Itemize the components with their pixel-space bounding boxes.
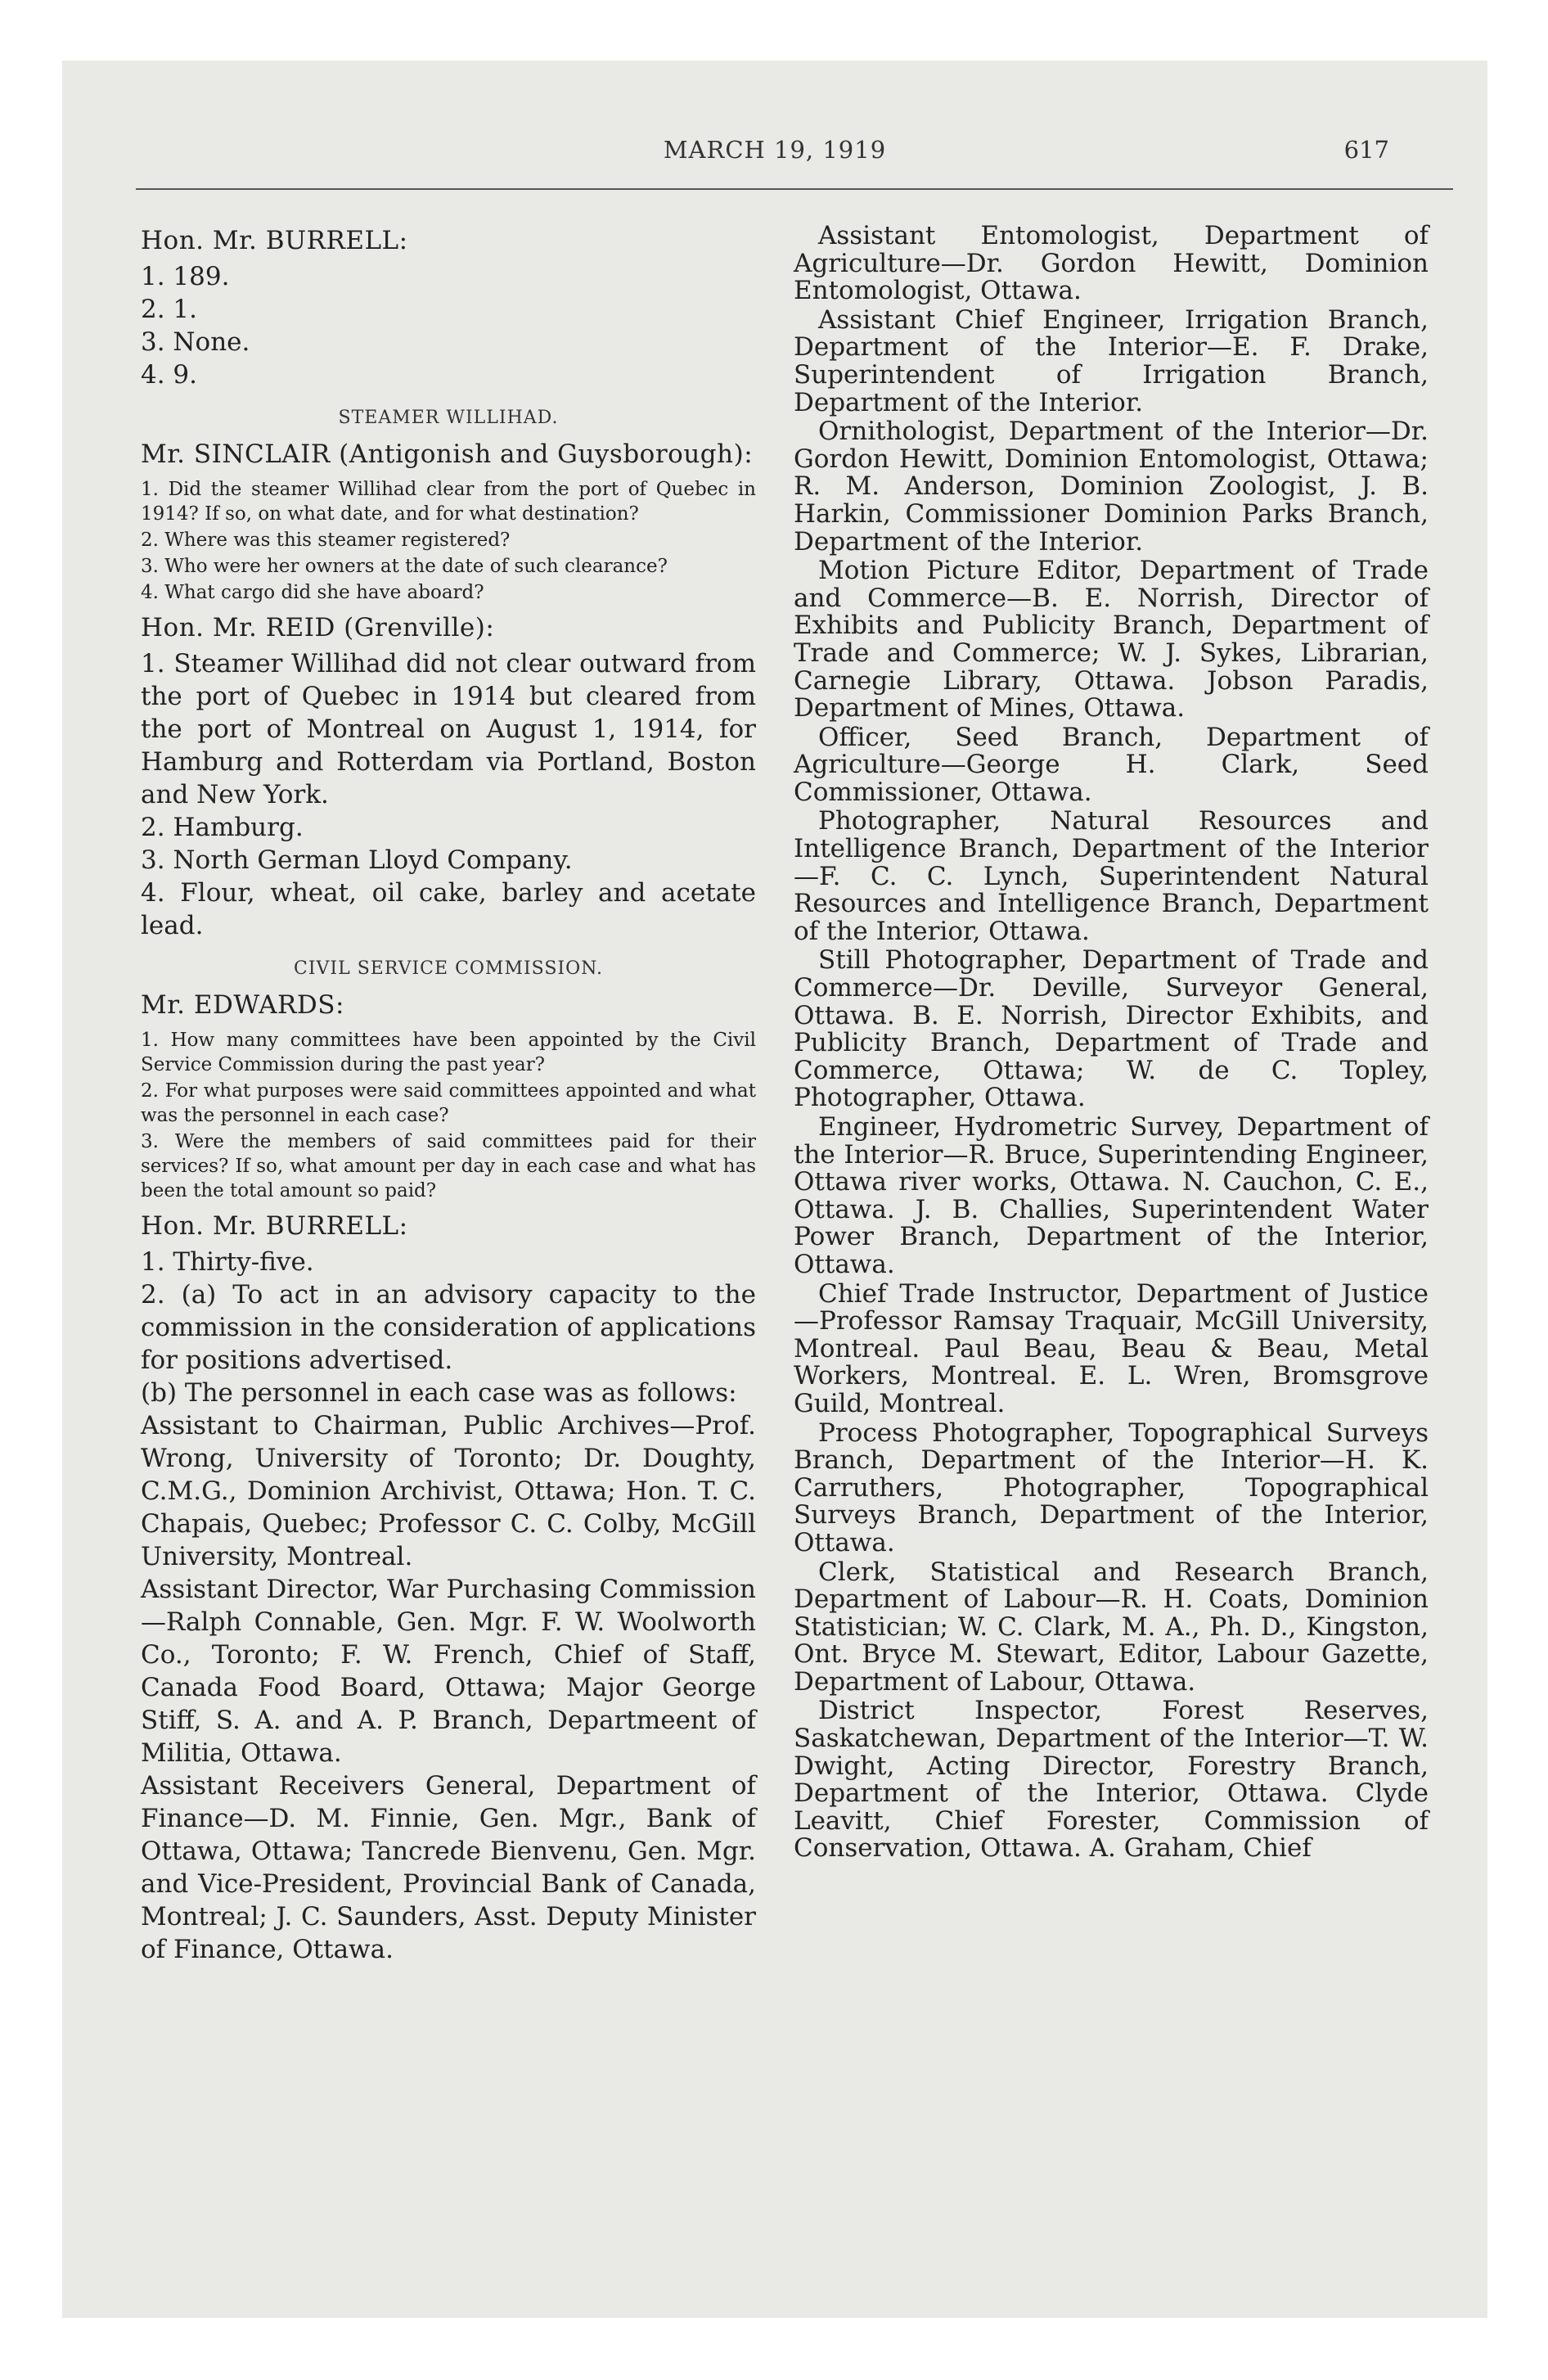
answer-item: 2. 1. (141, 295, 198, 324)
right-column (794, 223, 1429, 1864)
appointment-paragraph: Motion Picture Editor, Department of Trade and Commerce—B. E. Norrish, Director of Exhibits and Publicity Branch, Department of Trade and Commerce; W. J. Sykes, Librarian, Carnegie Library, Ottawa. Jobson Paradis, Department of Mines, Ottawa. (794, 556, 1429, 723)
appointment-paragraph: Officer, Seed Branch, Department of Agriculture—George H. Clark, Seed Commissioner, Ottawa. (794, 722, 1429, 807)
appointment-paragraph: Chief Trade Instructor, Department of Justice—Professor Ramsay Traquair, McGill University, Montreal. Paul Beau, Beau & Beau, Metal Workers, Montreal. E. L. Wren, Bromsgrove Guild, Montreal. (794, 1278, 1429, 1418)
section-heading-willihad: STEAMER WILLIHAD. (338, 408, 559, 428)
page-date: MARCH 19, 1919 (663, 136, 887, 164)
hansard-page (62, 61, 1487, 2318)
speaker-burrell-2: Hon. Mr. BURRELL: (141, 1211, 408, 1241)
section-heading-civil-service: CIVIL SERVICE COMMISSION. (293, 958, 603, 979)
page-number: 617 (1343, 136, 1389, 164)
speaker-burrell-1: Hon. Mr. BURRELL: (141, 226, 408, 255)
speaker-reid: Hon. Mr. REID (Grenville): (141, 613, 495, 642)
question-item: 1. Did the steamer Willihad clear from the port of Quebec in 1914? If so, on what date, and for what destination? (141, 479, 756, 525)
left-column (141, 223, 756, 1966)
appointment-paragraph: Still Photographer, Department of Trade and Commerce—Dr. Deville, Surveyor General, Ottawa. B. E. Norrish, Director Exhibits, and Publicity Branch, Department of Trade and Commerce, Ottawa; W. de C. Topley, Photographer, Ottawa. (794, 945, 1429, 1113)
answer-item: 3. None. (141, 327, 250, 357)
answer-item: 1. Thirty-five. (141, 1247, 314, 1277)
question-item: 2. For what purposes were said committees appointed and what was the personnel in each case? (141, 1080, 756, 1126)
speaker-edwards: Mr. EDWARDS: (141, 990, 344, 1020)
appointment-paragraph: Process Photographer, Topographical Surveys Branch, Department of the Interior—H. K. Carruthers, Photographer, Topographical Surveys Branch, Department of the Interior, Ottawa. (794, 1418, 1429, 1557)
answer-item: Assistant Director, War Purchasing Commission—Ralph Connable, Gen. Mgr. F. W. Woolworth Co., Toronto; F. W. French, Chief of Staff, Canada Food Board, Ottawa; Major George Stiff, S. A. and A. P. Branch, Departmeent of Militia, Ottawa. (141, 1575, 756, 1768)
answer-item: 2. Hamburg. (141, 813, 304, 842)
answer-list-1 (141, 260, 756, 391)
answer-item: Assistant to Chairman, Public Archives—Prof. Wrong, University of Toronto; Dr. Doughty, C.M.G., Dominion Archivist, Ottawa; Hon. T. C. Chapais, Quebec; Professor C. C. Colby, McGill University, Montreal. (141, 1411, 756, 1571)
answer-item: (b) The personnel in each case was as follows: (141, 1378, 737, 1408)
answer-item: 1. Steamer Willihad did not clear outward from the port of Quebec in 1914 but cleared from the port of Montreal on August 1, 1914, for Hamburg and Rotterdam via Portland, Boston and New York. (141, 649, 756, 809)
header-rule (136, 188, 1453, 190)
question-item: 3. Who were her owners at the date of such clearance? (141, 556, 668, 577)
appointment-paragraph: Photographer, Natural Resources and Intelligence Branch, Department of the Interior—F. C. C. Lynch, Superintendent Natural Resources and Intelligence Branch, Department of the Interior, Ottawa. (794, 806, 1429, 946)
appointment-paragraph: Assistant Chief Engineer, Irrigation Branch, Department of the Interior—E. F. Drake, Superintendent of Irrigation Branch, Department of the Interior. (794, 304, 1429, 417)
answer-item: Assistant Receivers General, Department of Finance—D. M. Finnie, Gen. Mgr., Bank of Ottawa, Ottawa; Tancrede Bienvenu, Gen. Mgr. and Vice-President, Provincial Bank of Canada, Montreal; J. C. Saunders, Asst. Deputy Minister of Finance, Ottawa. (141, 1771, 756, 1964)
page-header (62, 136, 1487, 177)
answer-item: 4. Flour, wheat, oil cake, barley and acetate lead. (141, 878, 756, 940)
answer-item: 1. 189. (141, 262, 230, 291)
appointment-paragraph: Engineer, Hydrometric Survey, Department of the Interior—R. Bruce, Superintending Engineer, Ottawa river works, Ottawa. N. Cauchon, C. E., Ottawa. J. B. Challies, Superintendent Water Power Branch, Department of the Interior, Ottawa. (794, 1112, 1429, 1279)
question-item: 4. What cargo did she have aboard? (141, 582, 484, 603)
speaker-sinclair: Mr. SINCLAIR (Antigonish and Guysborough): (141, 439, 754, 469)
question-item: 1. How many committees have been appointed by the Civil Service Commission during the past year? (141, 1030, 756, 1075)
appointment-paragraph: Assistant Entomologist, Department of Agriculture—Dr. Gordon Hewitt, Dominion Entomologist, Ottawa. (794, 221, 1429, 306)
appointment-paragraph: Clerk, Statistical and Research Branch, Department of Labour—R. H. Coats, Dominion Statistician; W. C. Clark, M. A., Ph. D., Kingston, Ont. Bryce M. Stewart, Editor, Labour Gazette, Department of Labour, Ottawa. (794, 1557, 1429, 1697)
answer-item: 2. (a) To act in an advisory capacity to the commission in the consideration of applications for positions advertised. (141, 1280, 756, 1375)
question-item: 3. Were the members of said committees paid for their services? If so, what amount per day in each case and what has been the total amount so paid? (141, 1131, 756, 1201)
appointment-paragraph: Ornithologist, Department of the Interior—Dr. Gordon Hewitt, Dominion Entomologist, Ottawa; R. M. Anderson, Dominion Zoologist, J. B. Harkin, Commissioner Dominion Parks Branch, Department of the Interior. (794, 417, 1429, 557)
appointment-paragraph: District Inspector, Forest Reserves, Saskatchewan, Department of the Interior—T. W. Dwight, Acting Director, Forestry Branch, Department of the Interior, Ottawa. Clyde Leavitt, Chief Forester, Commission of Conservation, Ottawa. A. Graham, Chief (794, 1696, 1429, 1864)
answer-item: 4. 9. (141, 360, 198, 390)
answer-item: 3. North German Lloyd Company. (141, 845, 573, 875)
question-item: 2. Where was this steamer registered? (141, 530, 511, 551)
